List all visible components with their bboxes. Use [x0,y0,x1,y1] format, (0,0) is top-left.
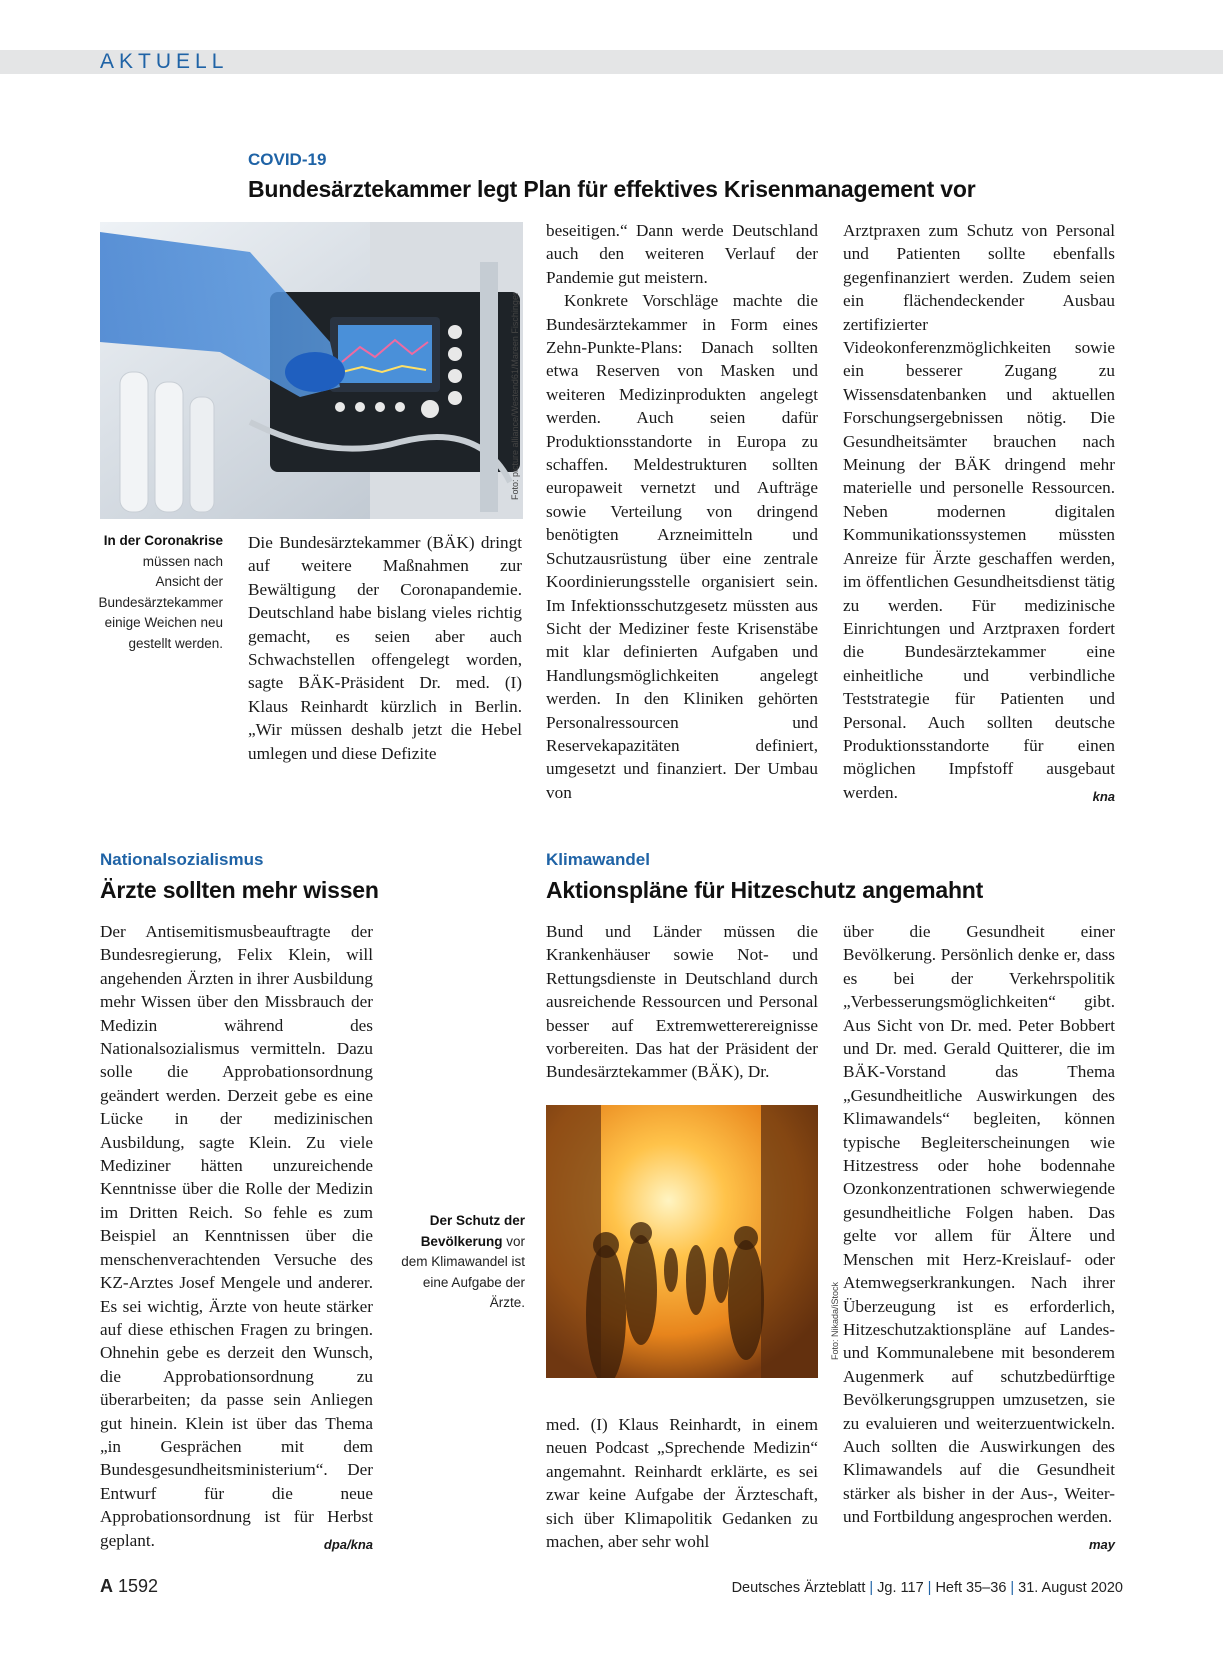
article1-col2-paragraph-2: Konkrete Vorschläge machte die Bundesärztekammer in Form eines Zehn-Punkte-Plans: Danach sollten etwa Reserven von Masken und weiteren Medizinprodukten angelegt werden. Auch seien dafür Produktionsstandorte in Europa zu schaffen. Meldestrukturen sollten europaweit vernetzt und Aufträge sowie Verteilung von dringend benötigten Arzneimitteln und Schutzausrüstung über eine zentrale Koordinierungsstelle organisiert sein. Im Infektionsschutzgesetz müssten aus Sicht der Mediziner feste Krisenstäbe mit klar definierten Aufgaben und Handlungsmöglichkeiten angelegt werden. In den Kliniken gehörten Personalressourcen und Reservekapazitäten definiert, umgesetzt und finanziert. Der Umbau von [546,291,818,802]
section-label: AKTUELL [100,50,229,73]
article1-kicker: COVID-19 [248,150,327,169]
article2-body [100,920,373,1556]
article2-kicker: Nationalsozialismus [100,850,264,869]
article3-caption-text: vor dem Klimawandel ist eine Aufgabe der Ärzte. [401,1233,525,1310]
article3-column-1-bottom: med. (I) Klaus Reinhardt, in einem neuen Podcast „Sprechende Medizin“ angemahnt. Reinhardt erklärte, es sei zwar keine Aufgabe der Ärzteschaft, sich über Klimapolitik Gedanken zu machen, aber sehr wohl [546,1415,818,1552]
article3-caption-bold: Der Schutz der Bevölkerung [420,1213,525,1249]
article3-headline: Aktionspläne für Hitzeschutz angemahnt [546,877,984,903]
journal-issue: Heft 35–36 [935,1580,1007,1596]
article1-col3-text: Arztpraxen zum Schutz von Personal und Patienten sollte ebenfalls gegenfinanziert werden. Zudem seien ein flächendeckender Ausbau zertifizierter Videokonferenzmöglichkeiten sowie ein besserer Zugang zu Wissensdatenbanken und aktuellen Forschungsergebnissen nötig. Die Gesundheitsämter brauchen nach Meinung der BÄK dringend mehr materielle und personelle Ressourcen. Neben modernen digitalen Kommunikationssystemen müssten Anreize für Ärzte geschaffen werden, im öffentlichen Gesundheitsdienst tätig zu werden. Für medizinische Einrichtungen und Arztpraxen fordert die Bundesärztekammer eine einheitliche und verbindliche Teststrategie für Patienten und Personal. Auch sollten deutsche Produktionsstandorte für einen möglichen Impfstoff ausgebaut werden. [843,221,1115,802]
article1-column-1: Die Bundesärztekammer (BÄK) dringt auf weitere Maßnahmen zur Bewältigung der Coronapandemie. Deutschland habe bislang vieles richtig gemacht, es seien aber auch Schwachstellen offengelegt worden, sagte BÄK-Präsident Dr. med. (I) Klaus Reinhardt kürzlich in Berlin. „Wir müssen deshalb jetzt die Hebel umlegen und diese Defizite [248,533,522,763]
page-prefix: A [100,1576,113,1596]
article3-col2-text: über die Gesundheit einer Bevölkerung. Persönlich denke er, dass es bei der Verkehrspolitik „Verbesserungsmöglichkeiten“ gibt. Aus Sicht von Dr. med. Peter Bobbert und Dr. med. Gerald Quitterer, die im BÄK-Vorstand das Thema „Gesundheitliche Auswirkungen des Klimawandels“ begleiten, können typische Begleiterscheinungen wie Hitzestress oder hohe bodennahe Ozonkonzentrationen schwerwiegende gesundheitliche Folgen haben. Das gelte vor allem für Ältere und Menschen mit Herz-Kreislauf- oder Atemwegserkrankungen. Nach ihrer Überzeugung ist es erforderlich, Hitzeschutzaktionspläne auf Landes- und Kommunalebene mit besonderem Augenmerk auf schutzbedürftige Bevölkerungsgruppen umzusetzen, sie zu evaluieren und weiterzuentwickeln. Auch sollten die Auswirkungen des Klimawandels auf die Gesundheit stärker als bisher in der Aus-, Weiter- und Fortbildung angesprochen werden. [843,922,1115,1527]
article3-column-2 [843,920,1115,1556]
heat-street-illustration [546,1105,818,1378]
heat-street-photo [546,1105,818,1378]
article1-caption-text: müssen nach Ansicht der Bundesärztekammer einige Weichen neu gestellt werden. [98,553,223,651]
article1-headline: Bundesärztekammer legt Plan für effektives Krisenmanagement vor [248,176,976,202]
article1-column-2 [546,219,818,804]
article2-headline: Ärzte sollten mehr wissen [100,877,379,903]
article1-photo-credit: Foto: picture alliance/Westend61/Mareen Fischinger [510,292,520,500]
article3-photo-credit: Foto: Nikada/iStock [830,1281,840,1360]
ventilator-illustration [100,222,523,519]
article1-signature: kna [1092,788,1115,804]
article3-signature: may [1088,1536,1115,1552]
page-number-value: 1592 [118,1576,159,1596]
ventilator-photo [100,222,523,519]
article2-text: Der Antisemitismusbeauftragte der Bundesregierung, Felix Klein, will angehenden Ärzten in ihrer Ausbildung mehr Wissen über den Missbrauch der Medizin während des Nationalsozialismus vermitteln. Dazu solle die Approbationsordnung geändert werden. Derzeit gebe es eine Lücke in der medizinischen Ausbildung, sagte Klein. Zu viele Mediziner hätten unzureichende Kenntnisse über die Rolle der Medizin im Dritten Reich. So fehle es zum Beispiel an Kenntnissen über die menschenverachtenden Versuche des KZ-Arztes Josef Mengele und anderer. Es sei wichtig, Ärzte von heute stärker auf diese ethischen Fragen zu bringen. Ohnehin gebe es derzeit den Wunsch, die Approbationsordnung zu überarbeiten; da passe sein Anliegen gut hinein. Klein ist über das Thema „in Gesprächen mit dem Bundesgesundheitsministerium“. Der Entwurf für die neue Approbationsordnung ist für Herbst geplant. [100,922,373,1550]
article3-column-1-top: Bund und Länder müssen die Krankenhäuser sowie Not- und Rettungsdienste in Deutschland durch ausreichende Ressourcen und Personal besser auf Extremwetterereignisse vorbereiten. Das hat der Präsident der Bundesärztekammer (BÄK), Dr. [546,922,818,1082]
page-number [100,1576,158,1597]
article2-signature: dpa/kna [323,1536,373,1552]
article1-caption [96,531,223,654]
article1-column-3 [843,219,1115,808]
article3-kicker: Klimawandel [546,850,650,869]
journal-info: Deutsches Ärzteblatt | Jg. 117 | Heft 35–36 | 31. August 2020 [731,1580,1123,1596]
article1-caption-bold: In der Coronakrise [103,533,223,548]
journal-date: 31. August 2020 [1018,1580,1123,1596]
article1-col2-paragraph-1: beseitigen.“ Dann werde Deutschland auch den weiteren Verlauf der Pandemie gut meistern. [546,221,818,287]
journal-volume: Jg. 117 [877,1580,924,1596]
journal-name: Deutsches Ärzteblatt [731,1580,866,1596]
article3-caption [400,1211,525,1314]
